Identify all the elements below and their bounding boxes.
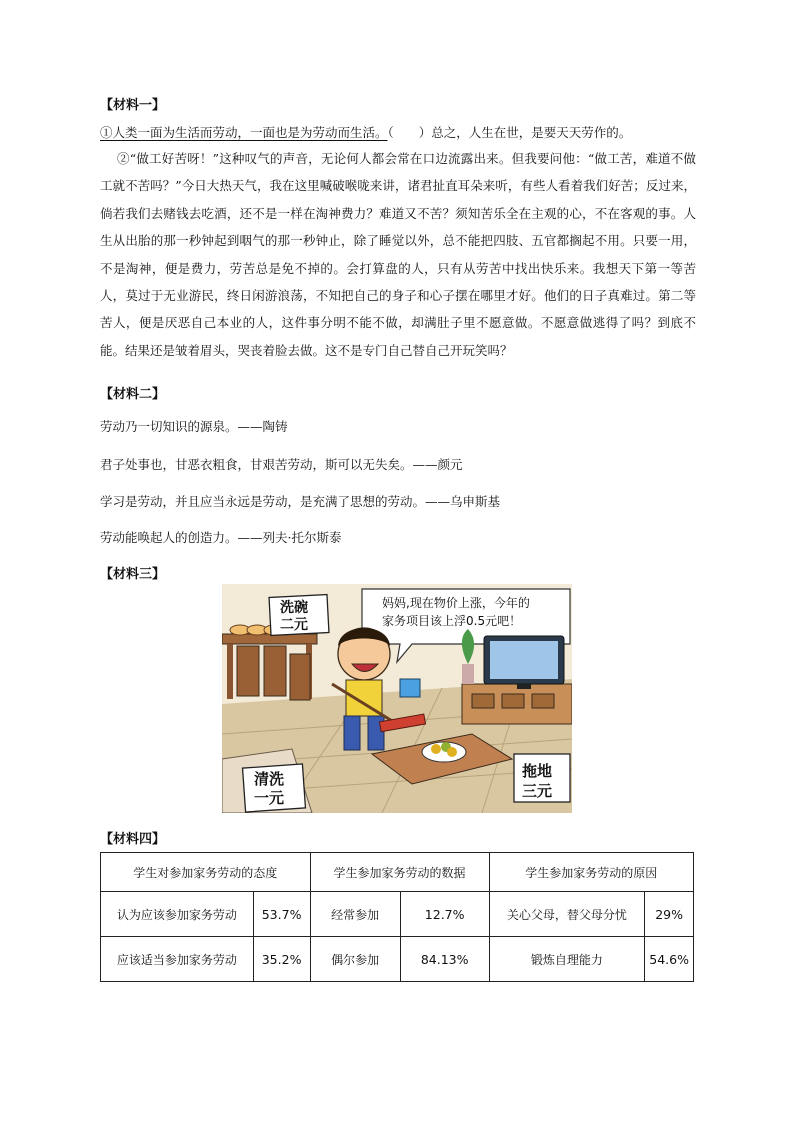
housework-cartoon xyxy=(222,584,572,813)
survey-table xyxy=(100,852,694,982)
sign-mop-line: 三元 xyxy=(522,782,553,800)
table-cell: 29% xyxy=(645,892,694,937)
material4-heading: 【材料四】 xyxy=(100,832,166,847)
material2-heading: 【材料二】 xyxy=(100,387,166,402)
table-header-row xyxy=(101,853,694,892)
table-cell: 35.2% xyxy=(253,937,310,982)
table-header-cell: 学生对参加家务劳动的态度 xyxy=(101,853,311,892)
material1-heading: 【材料一】 xyxy=(100,98,166,113)
material1-underlined-sentence: ①人类一面为生活而劳动，一面也是为劳动而生活。 xyxy=(100,125,388,140)
table-row xyxy=(101,892,694,937)
sign-dishes-line: 二元 xyxy=(280,617,308,633)
material3-heading: 【材料三】 xyxy=(100,567,166,582)
table-cell: 偶尔参加 xyxy=(310,937,400,982)
table-row xyxy=(101,937,694,982)
table-cell: 53.7% xyxy=(253,892,310,937)
quote-item: 君子处事也，甘恶衣粗食，甘艰苦劳动，斯可以无失矣。——颜元 xyxy=(100,457,463,472)
table-cell: 应该适当参加家务劳动 xyxy=(101,937,254,982)
table-cell: 54.6% xyxy=(645,937,694,982)
table-cell: 84.13% xyxy=(400,937,489,982)
table-cell: 认为应该参加家务劳动 xyxy=(101,892,254,937)
quote-item: 劳动乃一切知识的源泉。——陶铸 xyxy=(100,419,288,434)
table-cell: 关心父母，替父母分忧 xyxy=(489,892,645,937)
table-cell: 经常参加 xyxy=(310,892,400,937)
material1-paragraph2: ②“做工好苦呀！”这种叹气的声音，无论何人都会常在口边流露出来。但我要问他：“做工苦，难道不做工就不苦吗？”今日大热天气，我在这里喊破喉咙来讲，诸君扯直耳朵来听，有些人看着我们好苦；反过来，倘若我们去赌钱去吃酒，还不是一样在淘神费力？难道又不苦？须知苦乐全在主观的心，不在客观的事。人生从出胎的那一秒钟起到咽气的那一秒钟止，除了睡觉以外，总不能把四肢、五官都搁起不用。只要一用，不是淘神，便是费力，劳苦总是免不掉的。会打算盘的人，只有从劳苦中找出快乐来。我想天下第一等苦人，莫过于无业游民，终日闲游浪荡，不知把自己的身子和心子摆在哪里才好。他们的日子真难过。第二等苦人，便是厌恶自己本业的人，这件事分明不能不做，却满肚子里不愿意做。不愿意做逃得了吗？到底不能。结果还是皱着眉头，哭丧着脸去做。这不是专门自己替自己开玩笑吗？ xyxy=(100,151,696,358)
table-header-cell: 学生参加家务劳动的原因 xyxy=(489,853,694,892)
quote-item: 学习是劳动，并且应当永远是劳动，是充满了思想的劳动。——乌申斯基 xyxy=(100,494,501,509)
sign-clean-line: 一元 xyxy=(254,789,285,807)
material1-line1 xyxy=(100,123,631,141)
speech-line: 家务项目该上浮0.5元吧！ xyxy=(382,614,522,628)
table-cell: 12.7% xyxy=(400,892,489,937)
sign-dishes-line: 洗碗 xyxy=(280,600,308,616)
quote-item: 劳动能唤起人的创造力。——列夫·托尔斯泰 xyxy=(100,530,342,545)
speech-line: 妈妈,现在物价上涨，今年的 xyxy=(382,596,530,610)
material1-line1-rest: （ ）总之，人生在世，是要天天劳作的。 xyxy=(387,125,632,140)
table-cell: 锻炼自理能力 xyxy=(489,937,645,982)
sign-clean-line: 清洗 xyxy=(254,770,285,788)
table-header-cell: 学生参加家务劳动的数据 xyxy=(310,853,489,892)
sign-mop-line: 拖地 xyxy=(522,762,553,780)
